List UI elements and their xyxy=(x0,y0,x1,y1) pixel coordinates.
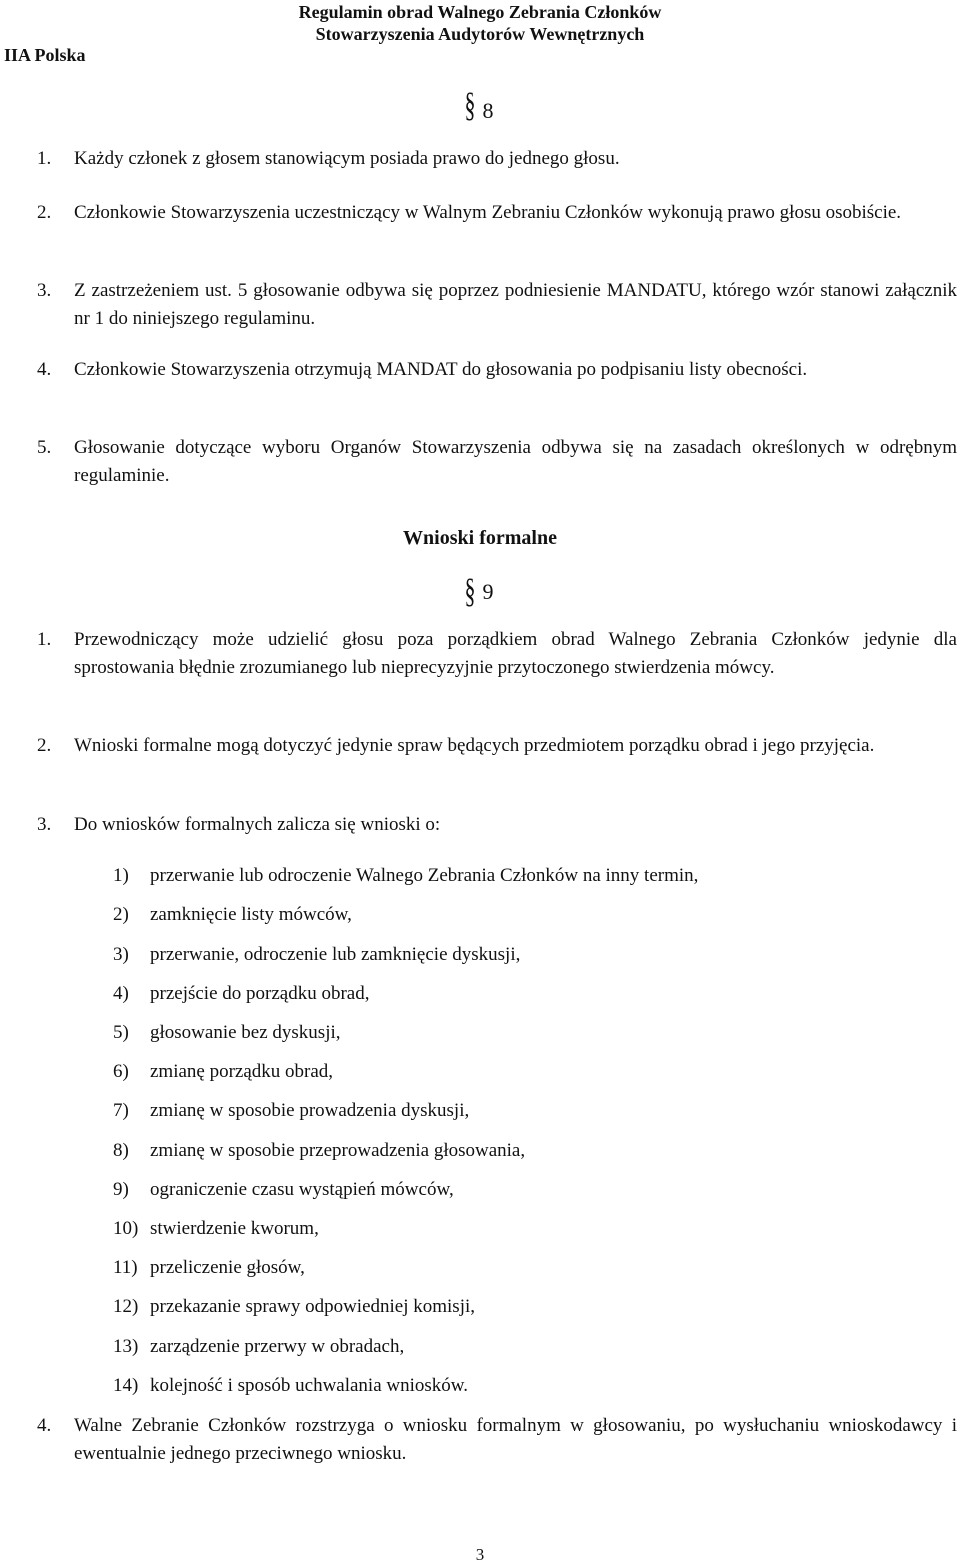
sub-list-item: 2) zamknięcie listy mówców, xyxy=(113,904,352,925)
sub-list-item: 13) zarządzenie przerwy w obradach, xyxy=(113,1336,405,1357)
sub-list-item: 8) zmianę w sposobie przeprowadzenia głosowania, xyxy=(113,1140,526,1161)
sub-list-item: 7) zmianę w sposobie prowadzenia dyskusji, xyxy=(113,1100,470,1121)
organization-name: IIA Polska xyxy=(4,45,86,65)
sub-list-item: 14) kolejność i sposób uchwalania wniosków. xyxy=(113,1375,469,1396)
page-number: 3 xyxy=(475,1545,485,1564)
list-item: 5. Głosowanie dotyczące wyboru Organów Stowarzyszenia odbywa się na zasadach określonych w odrębnym regulaminie. xyxy=(37,437,957,486)
sub-list-item: 3) przerwanie, odroczenie lub zamknięcie dyskusji, xyxy=(113,944,521,965)
sub-list-item: 10) stwierdzenie kworum, xyxy=(113,1218,319,1239)
section-8-symbol: § xyxy=(464,84,476,125)
document-title: Regulamin obrad Walnego Zebrania Członków xyxy=(298,2,662,22)
list-item: 3. Do wniosków formalnych zalicza się wnioski o: xyxy=(37,814,441,835)
sub-list-item: 1) przerwanie lub odroczenie Walnego Zebrania Członków na inny termin, xyxy=(113,865,699,886)
sub-list-item: 11) przeliczenie głosów, xyxy=(113,1257,305,1278)
section-9-symbol: § xyxy=(464,570,476,611)
list-item: 3. Z zastrzeżeniem ust. 5 głosowanie odbywa się poprzez podniesienie MANDATU, którego wzór stanowi załącznik nr 1 do niniejszego regulaminu. xyxy=(37,280,957,329)
sub-list-item: 6) zmianę porządku obrad, xyxy=(113,1061,334,1082)
section-heading: Wnioski formalne xyxy=(403,527,557,549)
list-item: 4. Walne Zebranie Członków rozstrzyga o wniosku formalnym w głosowaniu, po wysłuchaniu wnioskodawcy i ewentualnie jednego przeciwnego wniosku. xyxy=(37,1415,957,1464)
list-item: 1. Przewodniczący może udzielić głosu poza porządkiem obrad Walnego Zebrania Członków jedynie dla sprostowania błędnie zrozumianego lub nieprecyzyjnie przytoczonego stwierdzenia mówcy. xyxy=(37,629,957,678)
list-item: 1. Każdy członek z głosem stanowiącym posiada prawo do jednego głosu. xyxy=(37,148,620,169)
document-subtitle: Stowarzyszenia Audytorów Wewnętrznych xyxy=(315,24,645,44)
sub-list-item: 5) głosowanie bez dyskusji, xyxy=(113,1022,341,1043)
list-item: 2. Wnioski formalne mogą dotyczyć jedynie spraw będących przedmiotem porządku obrad i jego przyjęcia. xyxy=(37,735,875,756)
list-item: 2. Członkowie Stowarzyszenia uczestniczący w Walnym Zebraniu Członków wykonują prawo głosu osobiście. xyxy=(37,202,902,223)
sub-list-item: 4) przejście do porządku obrad, xyxy=(113,983,370,1004)
section-8-number: 8 xyxy=(482,98,494,123)
sub-list-item: 9) ograniczenie czasu wystąpień mówców, xyxy=(113,1179,454,1200)
sub-list-item: 12) przekazanie sprawy odpowiedniej komisji, xyxy=(113,1296,476,1317)
section-9-number: 9 xyxy=(482,579,494,604)
list-item: 4. Członkowie Stowarzyszenia otrzymują MANDAT do głosowania po podpisaniu listy obecności. xyxy=(37,359,808,380)
